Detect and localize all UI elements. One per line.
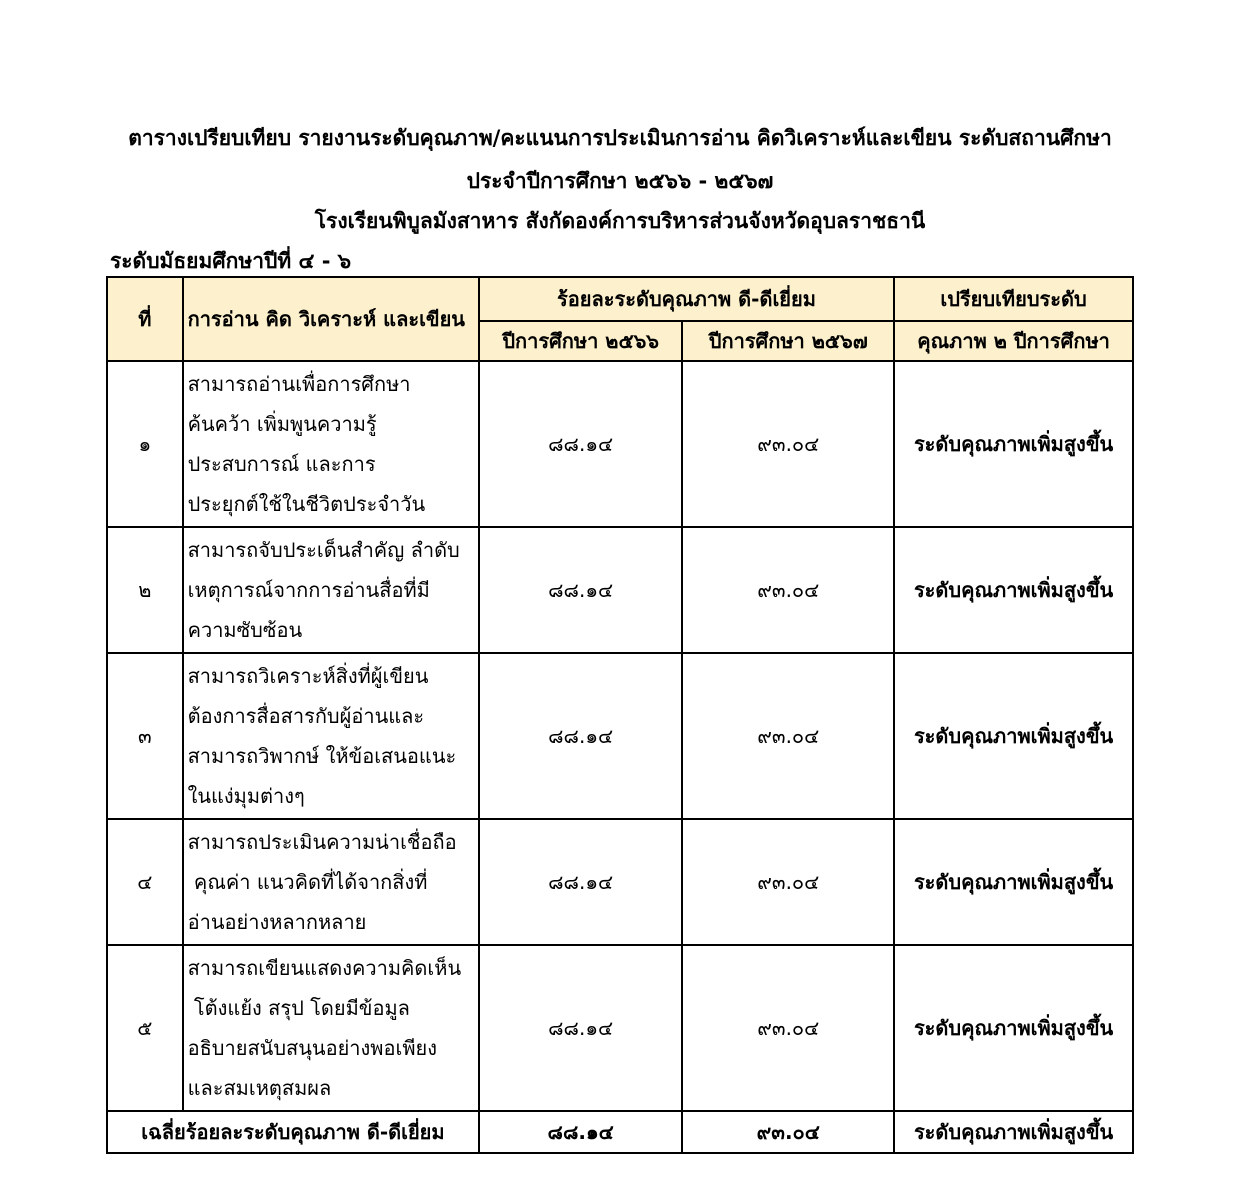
value-2566: ๘๘.๑๔ [479, 361, 683, 527]
document-title: ตารางเปรียบเทียบ รายงานระดับคุณภาพ/คะแนนการประเมินการอ่าน คิดวิเคราะห์และเขียน ระดับสถานศึกษา [128, 126, 1112, 150]
description-line: และสมเหตุสมผล [187, 1076, 332, 1100]
average-result: ระดับคุณภาพเพิ่มสูงขึ้น [894, 1111, 1133, 1153]
comparison-result: ระดับคุณภาพเพิ่มสูงขึ้น [894, 361, 1133, 527]
table-row [107, 653, 1133, 819]
header-compare-1: เปรียบเทียบระดับ [894, 277, 1133, 321]
value-2567: ๙๓.๐๔ [682, 945, 894, 1111]
row-number: ๒ [107, 527, 183, 653]
row-number: ๕ [107, 945, 183, 1111]
average-2566: ๘๘.๑๔ [479, 1111, 683, 1153]
header-item: การอ่าน คิด วิเคราะห์ และเขียน [183, 277, 479, 361]
value-2566: ๘๘.๑๔ [479, 945, 683, 1111]
description-line: คุณค่า แนวคิดที่ได้จากสิ่งที่ [187, 870, 428, 894]
value-2566: ๘๘.๑๔ [479, 527, 683, 653]
comparison-result: ระดับคุณภาพเพิ่มสูงขึ้น [894, 653, 1133, 819]
header-compare-2: คุณภาพ ๒ ปีการศึกษา [894, 321, 1133, 361]
description-line: ความซับซ้อน [187, 618, 303, 642]
header-no: ที่ [107, 277, 183, 361]
value-2567: ๙๓.๐๔ [682, 819, 894, 945]
grade-level-label: ระดับมัธยมศึกษาปีที่ ๔ - ๖ [110, 249, 352, 273]
row-number: ๔ [107, 819, 183, 945]
description-line: สามารถจับประเด็นสำคัญ ลำดับ [187, 538, 460, 562]
description-line: อ่านอย่างหลากหลาย [187, 910, 367, 934]
comparison-result: ระดับคุณภาพเพิ่มสูงขึ้น [894, 527, 1133, 653]
header-percent-group: ร้อยละระดับคุณภาพ ดี-ดีเยี่ยม [479, 277, 894, 321]
table-row [107, 527, 1133, 653]
average-label: เฉลี่ยร้อยละระดับคุณภาพ ดี-ดีเยี่ยม [107, 1111, 479, 1153]
comparison-result: ระดับคุณภาพเพิ่มสูงขึ้น [894, 819, 1133, 945]
description-line: สามารถประเมินความน่าเชื่อถือ [187, 830, 457, 854]
row-description [183, 819, 479, 945]
description-line: ประสบการณ์ และการ [187, 452, 376, 476]
description-line: ต้องการสื่อสารกับผู้อ่านและ [187, 704, 425, 728]
row-number: ๓ [107, 653, 183, 819]
table-row [107, 361, 1133, 527]
description-line: เหตุการณ์จากการอ่านสื่อที่มี [187, 578, 430, 602]
description-line: สามารถวิพากษ์ ให้ข้อเสนอแนะ [187, 744, 457, 768]
row-number: ๑ [107, 361, 183, 527]
table-row [107, 945, 1133, 1111]
row-description [183, 653, 479, 819]
document-subtitle-school: โรงเรียนพิบูลมังสาหาร สังกัดองค์การบริหารส่วนจังหวัดอุบลราชธานี [314, 209, 926, 233]
comparison-table [106, 276, 1134, 1154]
comparison-result: ระดับคุณภาพเพิ่มสูงขึ้น [894, 945, 1133, 1111]
description-line: อธิบายสนับสนุนอย่างพอเพียง [187, 1036, 437, 1060]
value-2567: ๙๓.๐๔ [682, 361, 894, 527]
description-line: โต้งแย้ง สรุป โดยมีข้อมูล [187, 996, 410, 1020]
value-2567: ๙๓.๐๔ [682, 527, 894, 653]
row-description [183, 361, 479, 527]
description-line: ประยุกต์ใช้ในชีวิตประจำวัน [187, 492, 426, 516]
value-2566: ๘๘.๑๔ [479, 819, 683, 945]
header-year-2566: ปีการศึกษา ๒๕๖๖ [479, 321, 683, 361]
description-line: สามารถเขียนแสดงความคิดเห็น [187, 956, 462, 980]
average-2567: ๙๓.๐๔ [682, 1111, 894, 1153]
header-year-2567: ปีการศึกษา ๒๕๖๗ [682, 321, 894, 361]
row-description [183, 527, 479, 653]
description-line: ค้นคว้า เพิ่มพูนความรู้ [187, 412, 377, 436]
document-subtitle-year: ประจำปีการศึกษา ๒๕๖๖ - ๒๕๖๗ [466, 169, 774, 193]
description-line: สามารถวิเคราะห์สิ่งที่ผู้เขียน [187, 664, 429, 688]
description-line: สามารถอ่านเพื่อการศึกษา [187, 372, 411, 396]
value-2567: ๙๓.๐๔ [682, 653, 894, 819]
row-description [183, 945, 479, 1111]
table-row [107, 819, 1133, 945]
value-2566: ๘๘.๑๔ [479, 653, 683, 819]
average-row [107, 1111, 1133, 1153]
description-line: ในแง่มุมต่างๆ [187, 784, 305, 808]
